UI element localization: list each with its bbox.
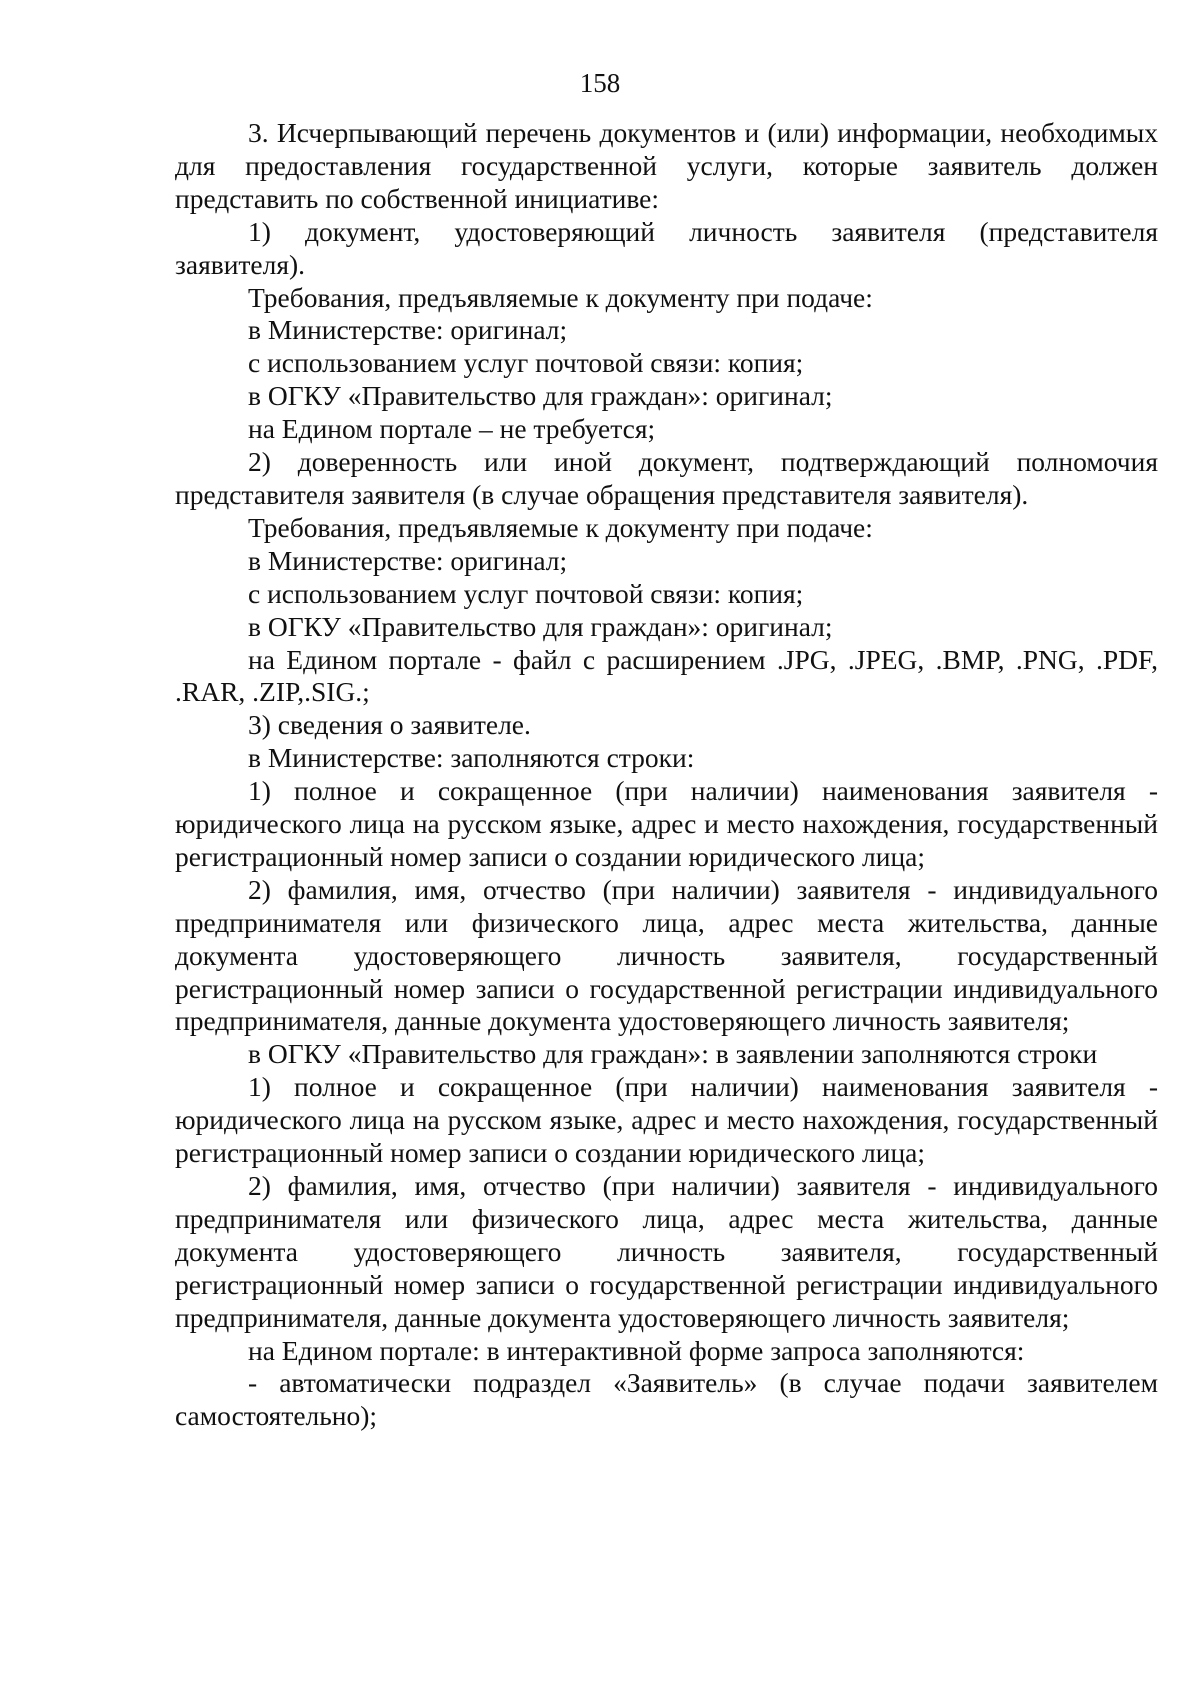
- paragraph-legal-entity-fields: 1) полное и сокращенное (при наличии) наименования заявителя - юридического лица на русском языке, адрес и место нахождения, государственный регистрационный номер записи о создании юридического лица;: [175, 1071, 1158, 1169]
- paragraph-power-of-attorney: 2) доверенность или иной документ, подтверждающий полномочия представителя заявителя (в случае обращения представителя заявителя).: [175, 446, 1158, 510]
- paragraph-item-3-exhaustive-list: 3. Исчерпывающий перечень документов и (или) информации, необходимых для предоставления государственной услуги, которые заявитель должен представить по собственной инициативе:: [175, 117, 1158, 214]
- page-number: 158: [579, 68, 621, 98]
- paragraph-individual-fields: 2) фамилия, имя, отчество (при наличии) заявителя - индивидуального предпринимателя или физического лица, адрес места жительства, данные документа удостоверяющего личность заявителя, государственный регистрационный номер записи о государственной регистрации индивидуального предпринимателя, данные документа удостоверяющего личность заявителя;: [175, 873, 1158, 1037]
- paragraph-legal-entity-fields: 1) полное и сокращенное (при наличии) наименования заявителя - юридического лица на русском языке, адрес и место нахождения, государственный регистрационный номер записи о создании юридического лица;: [175, 775, 1158, 872]
- paragraph-portal-form-fields: на Едином портале: в интерактивной форме запроса заполняются:: [248, 1334, 1025, 1366]
- paragraph-postal-copy: с использованием услуг почтовой связи: копия;: [248, 347, 804, 379]
- paragraph-ogku-original: в ОГКУ «Правительство для граждан»: оригинал;: [248, 380, 833, 412]
- paragraph-ministry-fields: в Министерстве: заполняются строки:: [248, 742, 695, 774]
- paragraph-portal-file-formats: на Едином портале - файл с расширением .JPG, .JPEG, .BMP, .PNG, .PDF, .RAR, .ZIP,.SIG.;: [175, 643, 1158, 708]
- paragraph-ogku-original: в ОГКУ «Правительство для граждан»: оригинал;: [248, 610, 833, 642]
- paragraph-postal-copy: с использованием услуг почтовой связи: копия;: [248, 577, 804, 609]
- document-body: [175, 117, 1158, 1433]
- paragraph-ministry-original: в Министерстве: оригинал;: [248, 544, 568, 576]
- paragraph-applicant-info: 3) сведения о заявителе.: [248, 709, 531, 741]
- paragraph-portal-not-required: на Едином портале – не требуется;: [248, 413, 656, 445]
- paragraph-applicant-subsection: - автоматически подраздел «Заявитель» (в случае подачи заявителем самостоятельно);: [175, 1367, 1158, 1432]
- paragraph-identity-document: 1) документ, удостоверяющий личность заявителя (представителя заявителя).: [175, 215, 1158, 280]
- paragraph-requirements: Требования, предъявляемые к документу при подаче:: [248, 511, 873, 543]
- paragraph-ministry-original: в Министерстве: оригинал;: [248, 314, 568, 346]
- paragraph-individual-fields: 2) фамилия, имя, отчество (при наличии) заявителя - индивидуального предпринимателя или физического лица, адрес места жительства, данные документа удостоверяющего личность заявителя, государственный регистрационный номер записи о государственной регистрации индивидуального предпринимателя, данные документа удостоверяющего личность заявителя;: [175, 1170, 1158, 1333]
- paragraph-requirements: Требования, предъявляемые к документу при подаче:: [248, 281, 873, 313]
- paragraph-ogku-fields: в ОГКУ «Правительство для граждан»: в заявлении заполняются строки: [248, 1038, 1098, 1070]
